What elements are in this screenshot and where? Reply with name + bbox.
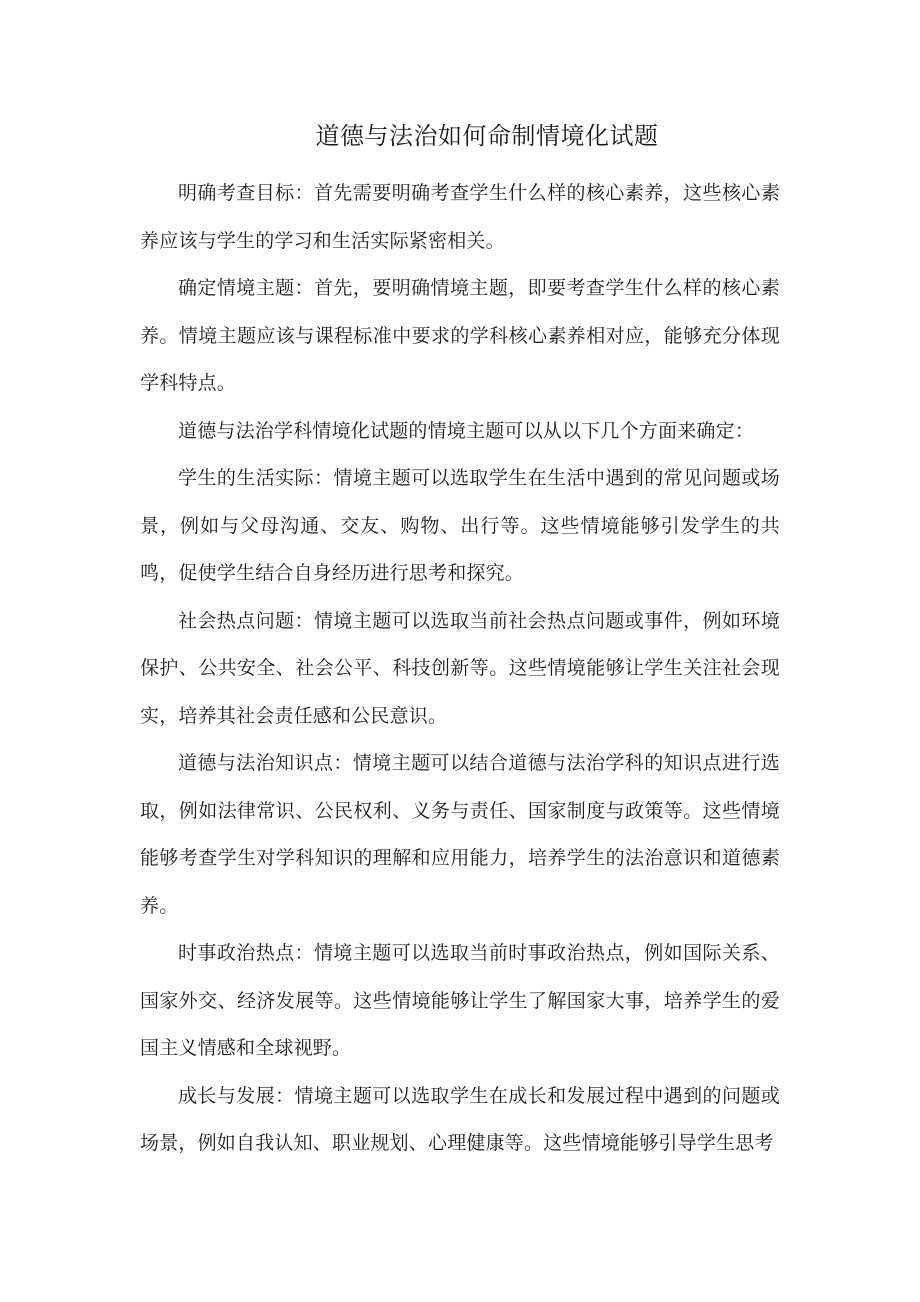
paragraph-theme: 确定情境主题：首先，要明确情境主题，即要考查学生什么样的核心素养。情境主题应该与课程标准中要求的学科核心素养相对应，能够充分体现学科特点。 — [140, 277, 780, 394]
paragraph-social-issues: 社会热点问题：情境主题可以选取当前社会热点问题或事件，例如环境保护、公共安全、社会公平、科技创新等。这些情境能够让学生关注社会现实，培养其社会责任感和公民意识。 — [140, 609, 780, 727]
paragraph-student-life: 学生的生活实际：情境主题可以选取学生在生活中遇到的常见问题或场景，例如与父母沟通、交友、购物、出行等。这些情境能够引发学生的共鸣，促使学生结合自身经历进行思考和探究。 — [140, 467, 780, 584]
document-title: 道德与法治如何命制情境化试题 — [315, 122, 659, 150]
paragraph-aspects-intro: 道德与法治学科情境化试题的情境主题可以从以下几个方面来确定： — [178, 419, 755, 442]
paragraph-growth-development: 成长与发展：情境主题可以选取学生在成长和发展过程中遇到的问题或场景，例如自我认知、职业规划、心理健康等。这些情境能够引导学生思考 — [140, 1084, 780, 1154]
paragraph-current-affairs: 时事政治热点：情境主题可以选取当前时事政治热点，例如国际关系、国家外交、经济发展等。这些情境能够让学生了解国家大事，培养学生的爱国主义情感和全球视野。 — [140, 942, 780, 1059]
paragraph-knowledge-points: 道德与法治知识点：情境主题可以结合道德与法治学科的知识点进行选取，例如法律常识、公民权利、义务与责任、国家制度与政策等。这些情境能够考查学生对学科知识的理解和应用能力，培养学生的法治意识和道德素养。 — [140, 752, 780, 917]
document-body — [140, 170, 780, 1168]
paragraph-objective: 明确考查目标：首先需要明确考查学生什么样的核心素养，这些核心素养应该与学生的学习和生活实际紧密相关。 — [140, 182, 780, 252]
